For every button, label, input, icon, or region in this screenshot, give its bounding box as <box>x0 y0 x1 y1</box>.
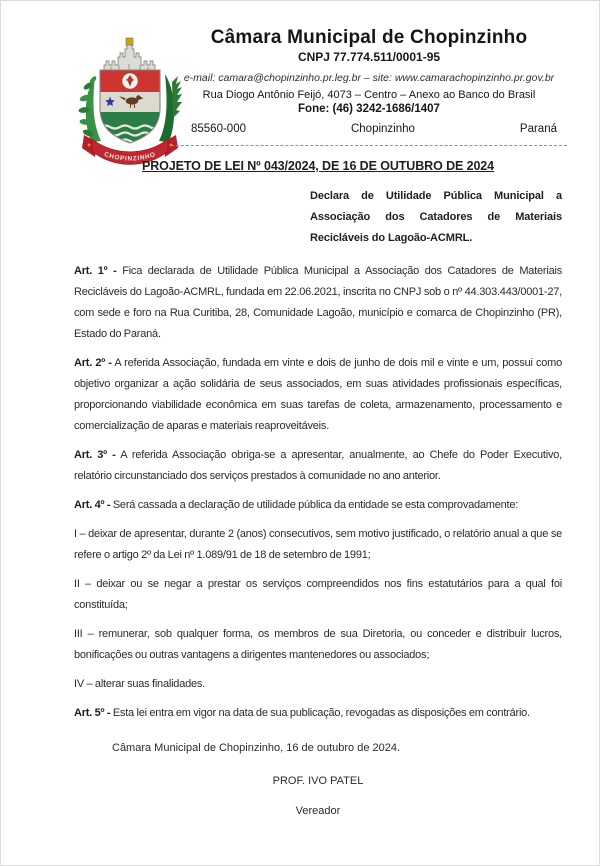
coat-of-arms-graphic <box>75 24 185 168</box>
document-title: PROJETO DE LEI Nº 043/2024, DE 16 DE OUTUBRO DE 2024 <box>141 159 495 173</box>
header-separator-line <box>171 145 567 146</box>
postal-code: 85560-000 <box>191 123 246 135</box>
ementa-summary: Declara de Utilidade Pública Municipal a Associação dos Catadores de Materiais Recicláveis do Lagoão-ACMRL. <box>310 190 562 244</box>
item-i-text: I – deixar de apresentar, durante 2 (anos) consecutivos, sem motivo justificado, o relatório anual a que se refere o artigo 2º da Lei nº 1.089/91 de 18 de setembro de 1991; <box>74 528 562 561</box>
article-1-paragraph <box>74 261 562 345</box>
item-iv-text: IV – alterar suas finalidades. <box>74 678 206 690</box>
article-3-paragraph <box>74 445 562 487</box>
item-ii-paragraph <box>74 574 562 616</box>
cnpj-line: CNPJ 77.774.511/0001-95 <box>297 50 441 64</box>
article-3-label: Art. 3º - <box>74 449 116 461</box>
item-i-paragraph <box>74 524 562 566</box>
left-branch-icon <box>78 75 101 142</box>
article-5-label: Art. 5º - <box>74 707 111 719</box>
article-2-text: A referida Associação, fundada em vinte e dois de junho de dois mil e vinte e um, possui como objetivo organizar a ação solidária de seus associados, em suas atividades profissionais específicas, proporcionando viabilidade econômica em suas tarefas de coleta, armazenamento, processamento e comercialização de aparas e materiais reaproveitáveis. <box>74 357 562 432</box>
article-4-paragraph <box>74 495 562 516</box>
signature-name: PROF. IVO PATEL <box>272 775 364 787</box>
letterhead <box>171 27 567 146</box>
email-site-line: e-mail: camara@chopinzinho.pr.leg.br – site: www.camarachopinzinho.pr.gov.br <box>183 72 555 84</box>
article-3-text: A referida Associação obriga-se a apresentar, anualmente, ao Chefe do Poder Executivo, relatório circunstanciado dos serviços prestados à comunidade no ano anterior. <box>74 449 563 482</box>
signature-role: Vereador <box>295 805 341 817</box>
item-iv-paragraph <box>74 674 562 695</box>
item-ii-text: II – deixar ou se negar a prestar os serviços compreendidos nos fins estatutários para a qual foi constituída; <box>74 578 562 611</box>
cep-city-state-row <box>171 122 567 136</box>
phone-line: Fone: (46) 3242-1686/1407 <box>298 103 440 115</box>
place-date-line: Câmara Municipal de Chopinzinho, 16 de outubro de 2024. <box>112 742 401 754</box>
article-1-label: Art. 1º - <box>74 265 117 277</box>
article-2-paragraph <box>74 353 562 437</box>
article-5-paragraph <box>74 703 562 724</box>
crest-ribbon-text: CHOPINZINHO <box>103 150 157 163</box>
article-4-text: Será cassada a declaração de utilidade pública da entidade se esta comprovadamente: <box>110 499 519 511</box>
city-name: Chopinzinho <box>350 123 415 135</box>
shield-medallion-icon <box>122 73 138 89</box>
article-5-text: Esta lei entra em vigor na data de sua publicação, revogadas as disposições em contrário. <box>110 707 530 719</box>
article-1-text: Fica declarada de Utilidade Pública Municipal a Associação dos Catadores de Materiais Recicláveis do Lagoão-ACMRL, fundada em 22.06.2021, inscrita no CNPJ sob o nº 44.303.443/0001-27, com sede e foro na Rua Curitiba, 28, Comunidade Lagoão, município e comarca de Chopinzinho (PR), Estado do Paraná. <box>74 265 562 340</box>
item-iii-paragraph <box>74 624 562 666</box>
state-name: Paraná <box>519 123 557 135</box>
organization-name: Câmara Municipal de Chopinzinho <box>210 27 528 48</box>
street-address-line: Rua Diogo Antônio Feijó, 4073 – Centro – Anexo ao Banco do Brasil <box>202 89 536 101</box>
item-iii-text: III – remunerar, sob qualquer forma, os membros de sua Diretoria, ou conceder e distribuir lucros, bonificações ou outras vantagens a dirigentes mantenedores ou associados; <box>74 628 562 661</box>
article-4-label: Art. 4º - <box>74 499 111 511</box>
municipal-coat-of-arms <box>75 24 185 168</box>
law-project-body <box>74 158 562 822</box>
article-2-label: Art. 2º - <box>74 357 112 369</box>
